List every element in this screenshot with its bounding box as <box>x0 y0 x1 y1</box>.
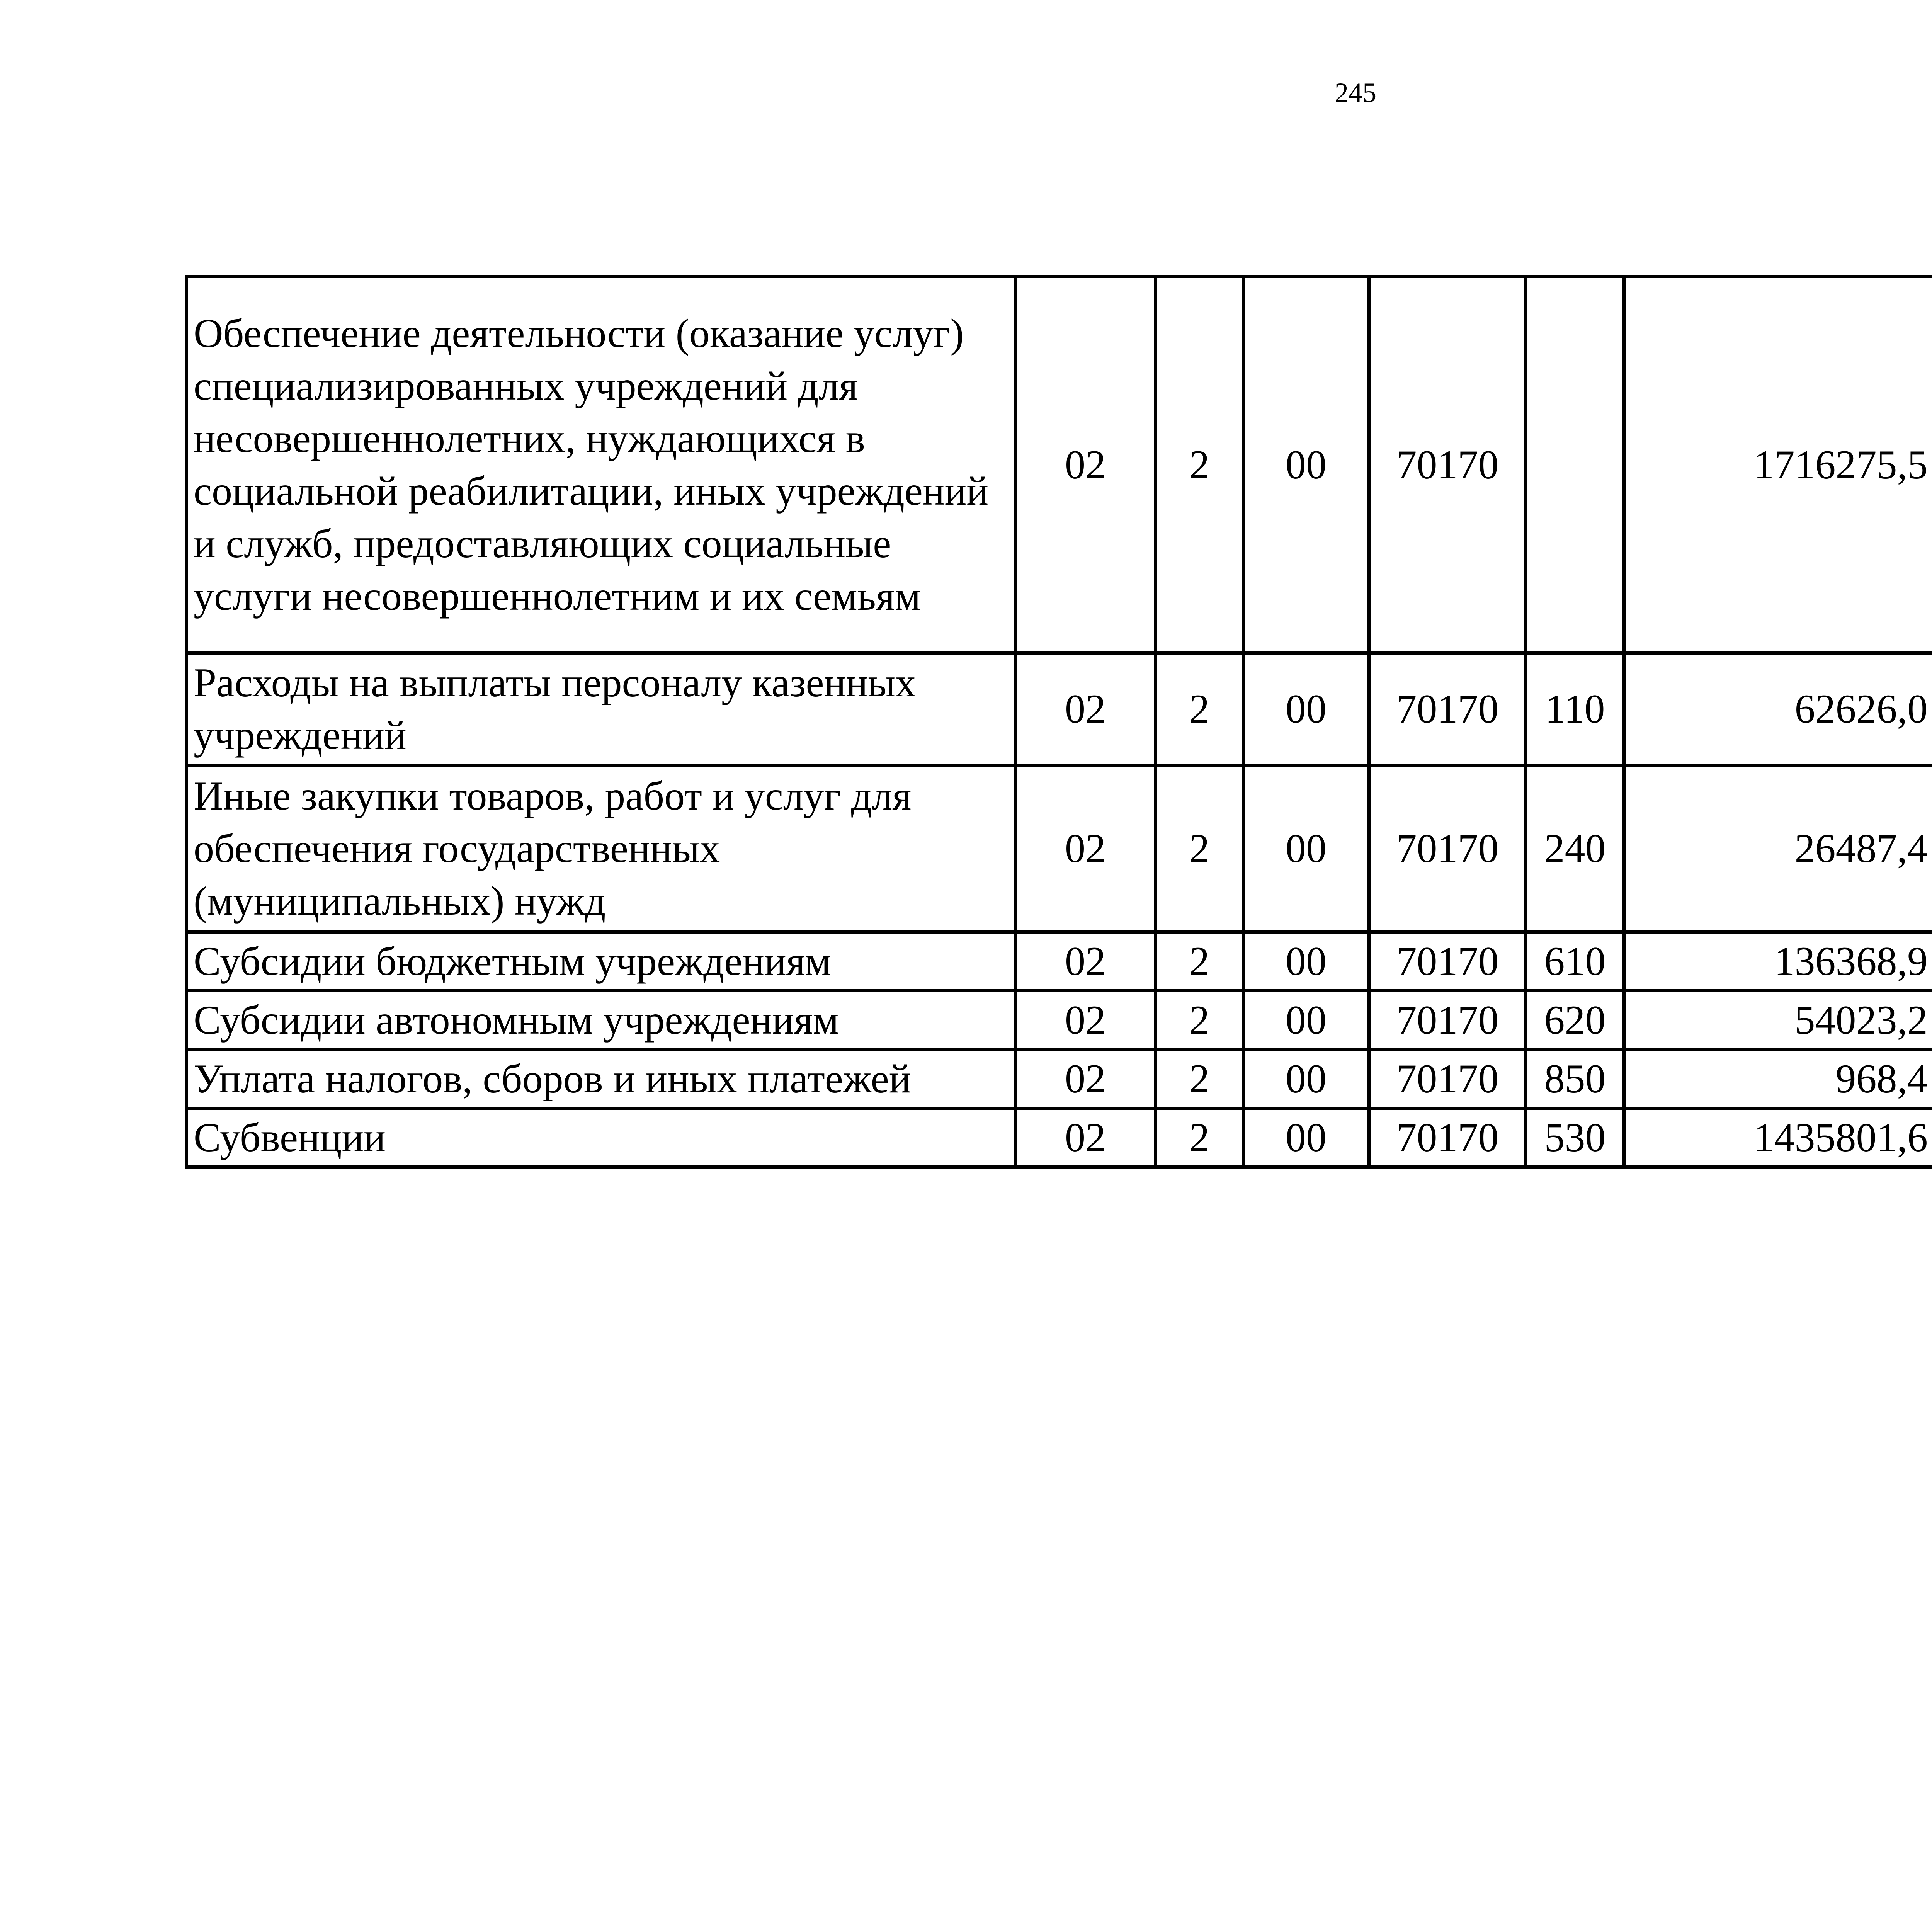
code-direction: 70170 <box>1369 1108 1526 1167</box>
code-subprogram: 2 <box>1156 765 1243 932</box>
amount-1: 1716275,5 <box>1624 277 1932 653</box>
code-direction: 70170 <box>1369 277 1526 653</box>
code-subprogram: 2 <box>1156 1050 1243 1108</box>
code-subprogram: 2 <box>1156 277 1243 653</box>
code-subprogram: 2 <box>1156 1108 1243 1167</box>
row-name: Расходы на выплаты персоналу казенных учреждений <box>187 653 1015 765</box>
code-expense-type: 850 <box>1526 1050 1624 1108</box>
amount-1: 1435801,6 <box>1624 1108 1932 1167</box>
code-section: 02 <box>1015 653 1156 765</box>
table-row <box>187 932 1932 991</box>
row-name: Субсидии бюджетным учреждениям <box>187 932 1015 991</box>
row-name: Субвенции <box>187 1108 1015 1167</box>
code-section: 02 <box>1015 1108 1156 1167</box>
code-expense-type: 610 <box>1526 932 1624 991</box>
table-row <box>187 765 1932 932</box>
table-row <box>187 277 1932 653</box>
code-main-event: 00 <box>1243 1108 1369 1167</box>
code-direction: 70170 <box>1369 765 1526 932</box>
row-name: Обеспечение деятельности (оказание услуг) специализированных учреждений для несовершеннолетних, нуждающихся в социальной реабилитации, иных учреждений и служб, предоставляющих социальные услуги несовершеннолетним и их семьям <box>187 277 1015 653</box>
amount-1: 136368,9 <box>1624 932 1932 991</box>
code-expense-type <box>1526 277 1624 653</box>
code-section: 02 <box>1015 991 1156 1050</box>
row-name: Субсидии автономным учреждениям <box>187 991 1015 1050</box>
amount-1: 54023,2 <box>1624 991 1932 1050</box>
amount-1: 62626,0 <box>1624 653 1932 765</box>
code-subprogram: 2 <box>1156 653 1243 765</box>
code-expense-type: 110 <box>1526 653 1624 765</box>
code-direction: 70170 <box>1369 653 1526 765</box>
row-name: Уплата налогов, сборов и иных платежей <box>187 1050 1015 1108</box>
amount-1: 968,4 <box>1624 1050 1932 1108</box>
code-subprogram: 2 <box>1156 991 1243 1050</box>
code-main-event: 00 <box>1243 1050 1369 1108</box>
table-row <box>187 991 1932 1050</box>
code-main-event: 00 <box>1243 932 1369 991</box>
code-section: 02 <box>1015 1050 1156 1108</box>
table-row <box>187 1050 1932 1108</box>
code-section: 02 <box>1015 765 1156 932</box>
code-main-event: 00 <box>1243 991 1369 1050</box>
code-direction: 70170 <box>1369 991 1526 1050</box>
code-expense-type: 240 <box>1526 765 1624 932</box>
code-main-event: 00 <box>1243 277 1369 653</box>
code-expense-type: 530 <box>1526 1108 1624 1167</box>
code-main-event: 00 <box>1243 653 1369 765</box>
table-row <box>187 1108 1932 1167</box>
table-row <box>187 653 1932 765</box>
row-name: Иные закупки товаров, работ и услуг для обеспечения государственных (муниципальных) нужд <box>187 765 1015 932</box>
code-main-event: 00 <box>1243 765 1369 932</box>
code-section: 02 <box>1015 932 1156 991</box>
page-number: 245 <box>1335 77 1376 108</box>
code-subprogram: 2 <box>1156 932 1243 991</box>
amount-1: 26487,4 <box>1624 765 1932 932</box>
code-section: 02 <box>1015 277 1156 653</box>
code-direction: 70170 <box>1369 932 1526 991</box>
code-direction: 70170 <box>1369 1050 1526 1108</box>
code-expense-type: 620 <box>1526 991 1624 1050</box>
budget-table <box>185 275 1932 1169</box>
